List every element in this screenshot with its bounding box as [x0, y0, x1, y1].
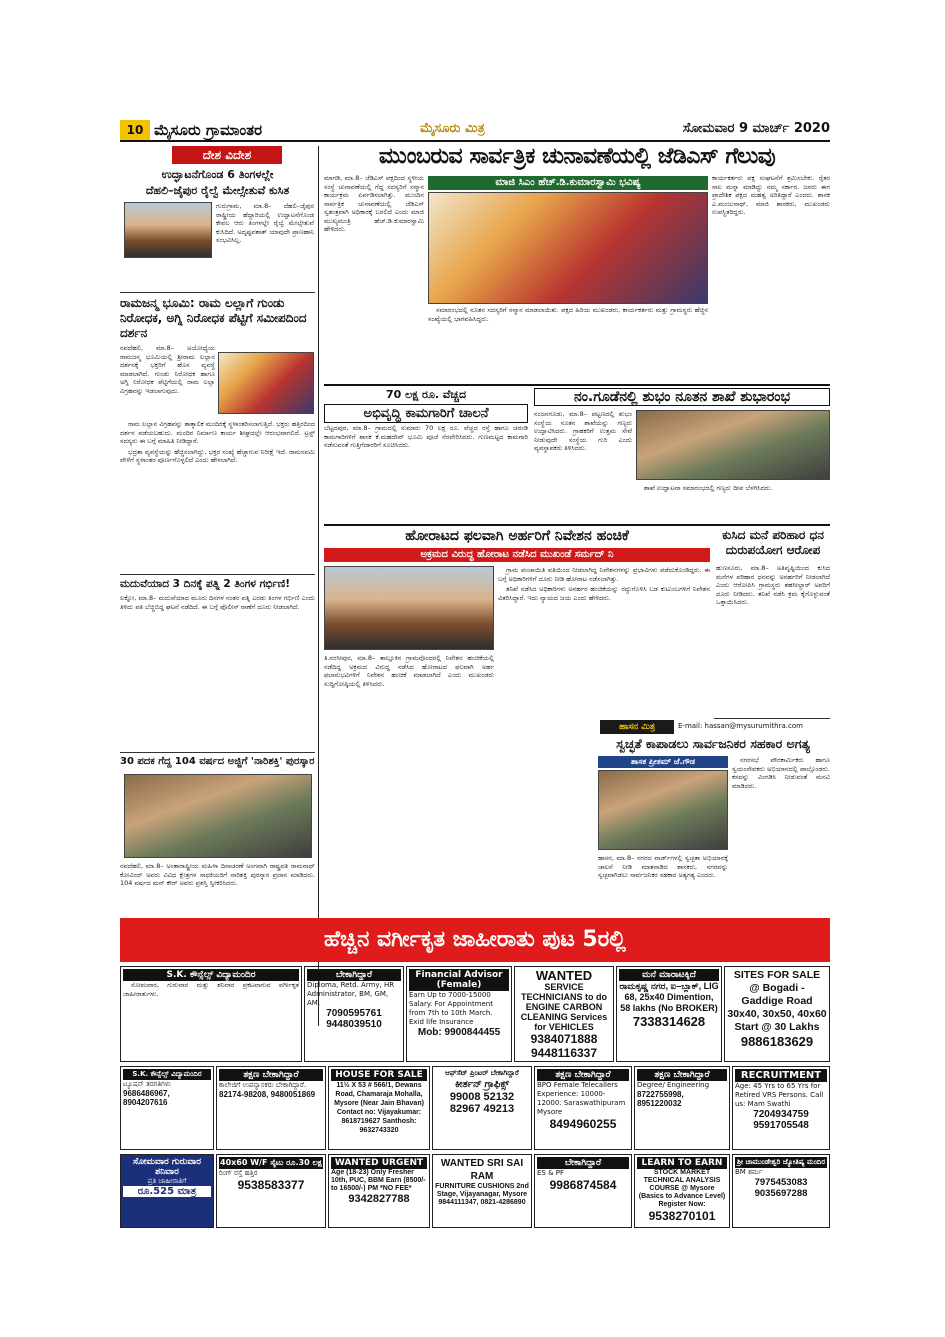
classified-ad [328, 1066, 430, 1150]
classified-ad [534, 1066, 632, 1150]
classified-ad [328, 1154, 430, 1228]
hassan-email: E-mail: hassan@mysurumithra.com [678, 722, 803, 730]
story-headline: ಅಭಿವೃದ್ಧಿ ಕಾಮಗಾರಿಗೆ ಚಾಲನೆ [324, 404, 528, 423]
classified-ad [216, 1154, 326, 1228]
lead-body-right: ಕಾರ್ಯಕರ್ತರು ಪಕ್ಷ ಸಂಘಟನೆಗೆ ಶ್ರಮಿಸಬೇಕು. ರೈತರ ಸಾಲ ಮನ್ನಾ ಮಾಡಿದ್ದು ನಮ್ಮ ಸರ್ಕಾರ. ಜನರು ಈಗ ಪ್ರಾದೇಶಿಕ ಪಕ್ಷದ ಮಹತ್ವ ಅರಿತಿದ್ದಾರೆ ಎಂದರು. ಶಾಸಕ ಎ.ಮಂಜುನಾಥ್, ಮಾಜಿ ಶಾಸಕರು, ಮುಖಂಡರು ಉಪಸ್ಥಿತರಿದ್ದರು. [712, 174, 830, 216]
classified-ad [120, 966, 302, 1062]
classified-ad [432, 1154, 532, 1228]
column-rule [318, 146, 319, 1026]
left-column [120, 146, 315, 906]
ad-phone: 9986874584 [549, 1178, 617, 1192]
ad-phone: 9686486967, 8904207616 [123, 1089, 170, 1107]
ad-body: Degree/ Engineering [637, 1081, 710, 1089]
ad-body: ಪ್ರತಿ ಜಾಹೀರಾತಿಗೆ [147, 1177, 187, 1185]
ad-phone: 9844111347, 0821-4286890 [438, 1199, 526, 1206]
classified-ad [514, 966, 614, 1062]
ad-phone: 7338314628 [632, 1014, 706, 1029]
ad-caption: 40x60 W/F ಸೈಟು ರೂ.30 ಲಕ್ಷ [220, 1158, 322, 1167]
ad-phone: 9538583377 [237, 1178, 305, 1192]
story-headline: 30 ಪದಕ ಗೆದ್ದ 104 ವರ್ಷದ ಅಜ್ಜಿಗೆ 'ನಾರಿಶಕ್ತಿ' ಪುರಸ್ಕಾರ [120, 756, 315, 767]
ad-body: ರಾಮಕೃಷ್ಣ ನಗರ, ಐ–ಬ್ಲಾಕ್, LIG 68, 25x40 Dimention, 58 lakhs (No BROKER) [619, 981, 719, 1013]
ad-caption: ತಕ್ಷಣ ಬೇಕಾಗಿದ್ದಾರೆ [219, 1069, 323, 1081]
ad-phone: 7975453083 9035697288 [754, 1177, 808, 1199]
story-headline: ರಾಮಜನ್ಮ ಭೂಮಿ: ರಾಮ ಲಲ್ಲಾಗೆ ಗುಂಡು ನಿರೋಧಕ, ಅಗ್ನಿ ನಿರೋಧಕ ಪೆಟ್ಟಿಗೆ ಸಮೀಪದಿಂದ ದರ್ಶನ [120, 296, 307, 340]
classified-ad [634, 1066, 730, 1150]
lead-headline: ಮುಂಬರುವ ಸಾರ್ವತ್ರಿಕ ಚುನಾವಣೆಯಲ್ಲಿ ಜೆಡಿಎಸ್ ಗೆಲುವು [378, 144, 776, 169]
story-headline: ಕುಸಿದ ಮನೆ ಪರಿಹಾರ ಧನ ದುರುಪಯೋಗ ಆರೋಪ [722, 528, 824, 557]
ad-body: @ Bogadi - Gaddige Road 30x40, 30x50, 40x60 Start @ 30 Lakhs [727, 982, 827, 1033]
masthead-logo: ಮೈಸೂರು ಮಿತ್ರ [420, 121, 485, 136]
ad-body: ಟ್ಯೂಷನ್ ತರಗತಿಗಳು [123, 1080, 171, 1088]
ad-body: Earn Up to 7000-15000 Salary. For Appointment from 7th to 10th March. Exid life Insurance [409, 991, 493, 1026]
ad-phone: 9538270101 [648, 1209, 716, 1223]
ad-body: BM ಶರ್ಮ [735, 1168, 763, 1176]
ad-caption: Financial Advisor (Female) [409, 969, 509, 991]
classified-ad [732, 1154, 830, 1228]
ad-caption: ಸೋಮವಾರ ಗುರುವಾರ ಶನಿವಾರ [133, 1157, 201, 1177]
award-ceremony-photo [124, 774, 312, 858]
ad-caption: ತಕ್ಷಣ ಬೇಕಾಗಿದ್ದಾರೆ [537, 1069, 629, 1081]
ad-phone: 9886183629 [740, 1034, 814, 1049]
ads-row-3 [120, 1154, 830, 1228]
divider [120, 292, 315, 293]
story-body-continued: ನಗರಸಭೆ ಪೌರಕಾರ್ಮಿಕರು ಹಾಗೂ ಸ್ವಯಂಸೇವಕರು ಅಭಿಯಾನದಲ್ಲಿ ಪಾಲ್ಗೊಂಡರು. ಕಸವನ್ನು ವಿಂಗಡಿಸಿ ನೀಡುವಂತೆ ಮನವಿ ಮಾಡಿದರು. [732, 756, 830, 790]
story-body: ಲಕ್ನೋ, ಮಾ.8– ಮದುವೆಯಾದ ಮೂರು ದಿನಗಳ ನಂತರ ಪತ್ನಿ ಎರಡು ತಿಂಗಳ ಗರ್ಭಿಣಿ ಎಂದು ತಿಳಿದು ಪತಿ ಬೆಚ್ಚಿಬಿದ್ದ ಘಟನೆ ನಡೆದಿದೆ. ಈ ಬಗ್ಗೆ ಪೊಲೀಸ್ ಠಾಣೆಗೆ ದೂರು ನೀಡಲಾಗಿದೆ. [120, 594, 315, 611]
ad-caption: ತಕ್ಷಣ ಬೇಕಾಗಿದ್ದಾರೆ [637, 1069, 727, 1081]
ad-body: STOCK MARKET TECHNICAL ANALYSIS COURSE @ Mysore (Basics to Advance Level) Register Now: [638, 1169, 726, 1208]
ad-phone: 7090595761 9448039510 [326, 1008, 382, 1030]
ad-phone: 99008 52132 82967 49213 [449, 1091, 515, 1115]
ad-caption: ಕೀರ್ತನ್ ಗ್ರಾಫಿಕ್ಸ್ [454, 1079, 510, 1090]
divider [120, 574, 315, 575]
ad-phone: 9342827788 [348, 1193, 410, 1205]
ad-caption: ಮನೆ ಮಾರಾಟಕ್ಕಿದೆ [619, 969, 719, 981]
story-body-continued: ರಾಮ ಲಲ್ಲಾನ ವಿಗ್ರಹವನ್ನು ತಾತ್ಕಾಲಿಕ ಮಂದಿರಕ್ಕೆ ಸ್ಥಳಾಂತರಿಸಲಾಗುತ್ತಿದೆ. ಭಕ್ತರು ಹತ್ತಿರದಿಂದ ದರ್ಶನ ಪಡೆಯಬಹುದು. ಮಂದಿರ ನಿರ್ಮಾಣ ಕಾರ್ಯ ಶೀಘ್ರದಲ್ಲೇ ಆರಂಭವಾಗಲಿದೆ. ಟ್ರಸ್ಟ್ ಸದಸ್ಯರು ಈ ಬಗ್ಗೆ ಮಾಹಿತಿ ನೀಡಿದ್ದಾರೆ. ಭದ್ರತಾ ವ್ಯವಸ್ಥೆಯನ್ನು ಹೆಚ್ಚಿಸಲಾಗಿದ್ದು, ಭಕ್ತರ ಸಂಖ್ಯೆ ಹೆಚ್ಚಾಗುವ ನಿರೀಕ್ಷೆ ಇದೆ. ರಾಮನವಮಿ ವೇಳೆಗೆ ಸ್ಥಳಾಂತರ ಪೂರ್ಣಗೊಳ್ಳಲಿದೆ ಎಂದು ಹೇಳಲಾಗಿದೆ. [120, 420, 315, 464]
press-meet-photo [324, 566, 494, 650]
story-kicker: ಉದ್ಘಾಟನೆಗೊಂಡ 6 ತಿಂಗಳಲ್ಲೇ [161, 168, 274, 181]
ad-caption: ಶ್ರೀ ಚಾಮುಂಡೇಶ್ವರಿ ಜ್ಯೋತಿಷ್ಯ ಮಂದಿರ [736, 1158, 826, 1166]
ad-body: Diploma, Retd. Army, HR Administrator, BM, GM, AM. [307, 981, 395, 1007]
classified-ad [634, 1154, 730, 1228]
ad-price: ರೂ.525 ಮಾತ್ರ [123, 1186, 211, 1197]
ad-body: ಆಫ್‌ಸೆಟ್ ಪ್ರಿಂಟರ್ ಬೇಕಾಗಿದ್ದಾರೆ [445, 1069, 519, 1077]
story-body: ಗುರುಗ್ರಾಮ, ಮಾ.8– ದೆಹಲಿ–ಜೈಪುರ ರಾಷ್ಟ್ರೀಯ ಹೆದ್ದಾರಿಯಲ್ಲಿ ಉದ್ಘಾಟನೆಗೊಂಡ ಕೇವಲ ಆರು ತಿಂಗಳಲ್ಲೇ ರೈಲ್ವೆ ಮೇಲ್ಸೇತುವೆ ಕುಸಿದಿದೆ. ಅದೃಷ್ಟವಶಾತ್ ಯಾವುದೇ ಪ್ರಾಣಹಾನಿ ಸಂಭವಿಸಿಲ್ಲ. [216, 202, 314, 244]
ad-caption: ಬೇಕಾಗಿದ್ದಾರೆ [537, 1157, 629, 1169]
ad-phone: 7204934759 9591705548 [753, 1109, 809, 1131]
classified-ad [120, 1154, 214, 1228]
section-tag: ದೇಶ ವಿದೇಶ [172, 146, 282, 164]
classified-ad [120, 1066, 214, 1150]
newspaper-page [120, 118, 830, 1228]
ad-body: Age (18-23) Only Fresher 10th, PUC, BBM Earn (8500/- to 16500/-) PM *NO FEE* [331, 1169, 426, 1192]
ad-caption: LEARN TO EARN [637, 1157, 727, 1169]
classified-ad [534, 1154, 632, 1228]
story-body: ತಿ.ನರಸೀಪುರ, ಮಾ.8– ತಾಲ್ಲೂಕಿನ ಗ್ರಾಮವೊಂದರಲ್ಲಿ ನಿವೇಶನ ಹಂಚಿಕೆಯಲ್ಲಿ ನಡೆದಿದ್ದ ಅಕ್ರಮದ ವಿರುದ್ಧ ನಡೆಸಿದ ಹೋರಾಟದ ಫಲವಾಗಿ ಅರ್ಹ ಫಲಾನುಭವಿಗಳಿಗೆ ನಿವೇಶನ ಹಂಚಿಕೆ ಮಾಡಲಾಗಿದೆ ಎಂದು ಮುಖಂಡರು ಸುದ್ದಿಗೋಷ್ಠಿಯಲ್ಲಿ ತಿಳಿಸಿದರು. [324, 654, 494, 688]
divider [324, 524, 830, 526]
felicitation-photo [428, 192, 708, 304]
classified-ad [406, 966, 512, 1062]
divider [120, 752, 315, 753]
ad-phone: 82174-98208, 9480051869 [219, 1090, 316, 1099]
story-headline: ನಂ.ಗೂಡೆನಲ್ಲಿ ಶುಭಂ ನೂತನ ಶಾಖೆ ಶುಭಾರಂಭ [534, 388, 830, 406]
cleanliness-drive-photo [598, 770, 728, 850]
ad-caption: S.K. ಕೌನ್ಸೆಲ್ಸ್ ವಿದ್ಯಾಮಂದಿರ [123, 1069, 211, 1080]
story-subhead: ಅಕ್ರಮದ ವಿರುದ್ಧ ಹೋರಾಟ ನಡೆಸಿದ ಮುಖಂಡೆ ಸರ್ಮದ್ ನಿ [324, 548, 710, 562]
ad-phone: 8494960255 [549, 1117, 617, 1131]
classified-ad [732, 1066, 830, 1150]
ad-body: ಸೋಮವಾರ, ಗುರುವಾರ ಮತ್ತು ಶನಿವಾರ ಪ್ರಕಟವಾಗುವ ವರ್ಗೀಕೃತ ಜಾಹೀರಾತುಗಳು. [123, 981, 299, 998]
ad-body: SERVICE TECHNICIANS to do ENGINE CARBON CLEANING Services for VEHICLES [520, 982, 608, 1032]
bridge-photo [124, 202, 212, 258]
lead-body-center: ಸಮಾರಂಭದಲ್ಲಿ ನೂತನ ಸದಸ್ಯರಿಗೆ ಸನ್ಮಾನ ಮಾಡಲಾಯಿತು. ಪಕ್ಷದ ಹಿರಿಯ ಮುಖಂಡರು, ಕಾರ್ಯಕರ್ತರು ಮತ್ತು ಗ್ರಾಮಸ್ಥರು ಹೆಚ್ಚಿನ ಸಂಖ್ಯೆಯಲ್ಲಿ ಭಾಗವಹಿಸಿದ್ದರು. [428, 306, 708, 323]
story-headline: ಹೋರಾಟದ ಫಲವಾಗಿ ಅರ್ಹರಿಗೆ ನಿವೇಶನ ಹಂಚಿಕೆ [405, 528, 629, 544]
story-headline: ದೆಹಲಿ–ಜೈಪುರ ರೈಲ್ವೆ ಮೇಲ್ಸೇತುವೆ ಕುಸಿತ [145, 184, 290, 197]
temple-model-photo [218, 352, 314, 414]
page-number-badge [120, 120, 150, 140]
story-body: ಹಾಸನ, ಮಾ.8– ನಗರದ ವಾರ್ಡ್‌ಗಳಲ್ಲಿ ಸ್ವಚ್ಛತಾ ಅಭಿಯಾನಕ್ಕೆ ಚಾಲನೆ ನೀಡಿ ಮಾತನಾಡಿದ ಶಾಸಕರು, ನಗರವನ್ನು ಸ್ವಚ್ಛವಾಗಿಡಲು ಸಾರ್ವಜನಿಕರ ಸಹಕಾರ ಅತ್ಯಗತ್ಯ ಎಂದರು. [598, 854, 728, 879]
lead-body-left: ಮಾಗಡಿ, ಮಾ.8– ಜೆಡಿಎಸ್ ಪಕ್ಷದಿಂದ ಸ್ಥಳೀಯ ಸಂಸ್ಥೆ ಚುನಾವಣೆಯಲ್ಲಿ ಗೆದ್ದ ಸದಸ್ಯರಿಗೆ ಸನ್ಮಾನ ಕಾರ್ಯಕ್ರಮ ಏರ್ಪಡಿಸಲಾಗಿತ್ತು. ಮುಂದಿನ ಸಾರ್ವತ್ರಿಕ ಚುನಾವಣೆಯಲ್ಲಿ ಜೆಡಿಎಸ್ ಸ್ವತಂತ್ರವಾಗಿ ಅಧಿಕಾರಕ್ಕೆ ಬರಲಿದೆ ಎಂದು ಮಾಜಿ ಮುಖ್ಯಮಂತ್ರಿ ಹೆಚ್.ಡಿ.ಕುಮಾರಸ್ವಾಮಿ ಹೇಳಿದರು. [324, 174, 424, 233]
classified-ad [216, 1066, 326, 1150]
ad-body: Age: 45 Yrs to 65 Yrs for Retired VRS Persons. Call us: Mam Swathi [735, 1082, 824, 1108]
lead-subhead: ಮಾಜಿ ಸಿಎಂ ಹೆಚ್.ಡಿ.ಕುಮಾರಸ್ವಾಮಿ ಭವಿಷ್ಯ [428, 176, 708, 190]
story-headline: ಸ್ವಚ್ಛತೆ ಕಾಪಾಡಲು ಸಾರ್ವಜನಿಕರ ಸಹಕಾರ ಅಗತ್ಯ [616, 736, 810, 751]
ad-body: ಕಾಲೇಜಿಗೆ ಉಪನ್ಯಾಸಕರು ಬೇಕಾಗಿದ್ದಾರೆ. [219, 1081, 307, 1089]
issue-date: ಸೋಮವಾರ 9 ಮಾರ್ಚ್ 2020 [682, 121, 830, 136]
photo-caption: ಶಾಸಕ ಪ್ರೀತಮ್ ಜೆ.ಗೌಡ [598, 756, 728, 768]
ad-caption: RECRUITMENT [735, 1069, 827, 1082]
inauguration-photo [636, 410, 830, 480]
story-body: ನವದೆಹಲಿ, ಮಾ.8– ಅಂತಾರಾಷ್ಟ್ರೀಯ ಮಹಿಳಾ ದಿನಾಚರಣೆ ಅಂಗವಾಗಿ ರಾಷ್ಟ್ರಪತಿ ರಾಮನಾಥ್ ಕೋವಿಂದ್ ಅವರು ವಿವಿಧ ಕ್ಷೇತ್ರಗಳ ಸಾಧಕಿಯರಿಗೆ ನಾರಿಶಕ್ತಿ ಪುರಸ್ಕಾರ ಪ್ರದಾನ ಮಾಡಿದರು. 104 ವರ್ಷದ ಮನ್ ಕೌರ್ ಅವರು ಪ್ರಶಸ್ತಿ ಸ್ವೀಕರಿಸಿದರು. [120, 862, 315, 887]
ad-phone: 8722755998, 8951220032 [637, 1090, 684, 1108]
ad-body: FURNITURE CUSHIONS 2nd Stage, Vijayanagar, Mysore [435, 1183, 529, 1198]
classified-banner: ಹೆಚ್ಚಿನ ವರ್ಗೀಕೃತ ಜಾಹೀರಾತು ಪುಟ 5ರಲ್ಲಿ [120, 918, 830, 962]
ad-body: ES & PF [537, 1169, 565, 1177]
ad-body: 11½ X 53 # 566/1, Dewans Road, Chamaraja Mohalla, Mysore (Near Jain Bhavan) Contact no: Vijayakumar: 8618719627 Santhosh: 9632743320 [334, 1082, 424, 1134]
hassan-brand: ಹಾಸನ ಮಿತ್ರ [600, 720, 674, 734]
ads-row-2 [120, 1066, 830, 1150]
ad-caption: WANTED SRI SAI RAM [440, 1158, 524, 1182]
divider [714, 718, 830, 719]
classified-ad [724, 966, 830, 1062]
ad-caption: WANTED URGENT [331, 1157, 427, 1169]
classified-ad [304, 966, 404, 1062]
section-title: ಮೈಸೂರು ಗ್ರಾಮಾಂತರ [154, 121, 263, 139]
classified-ad [616, 966, 722, 1062]
ad-phone: Mob: 9900844455 [417, 1027, 501, 1038]
story-body: ನವದೆಹಲಿ, ಮಾ.8– ಅಯೋಧ್ಯೆಯ ರಾಮಜನ್ಮ ಭೂಮಿಯಲ್ಲಿ ಶ್ರೀರಾಮ ಲಲ್ಲಾನ ದರ್ಶನಕ್ಕೆ ಭಕ್ತರಿಗೆ ಹೊಸ ವ್ಯವಸ್ಥೆ ಮಾಡಲಾಗಿದೆ. ಗುಂಡು ನಿರೋಧಕ ಹಾಗೂ ಅಗ್ನಿ ನಿರೋಧಕ ಪೆಟ್ಟಿಗೆಯಲ್ಲಿ ರಾಮ ಲಲ್ಲಾ ವಿಗ್ರಹವನ್ನು ಇಡಲಾಗುವುದು. [120, 344, 215, 395]
ad-phone: 9384071888 9448116337 [530, 1032, 598, 1060]
ad-caption: SITES FOR SALE [733, 969, 821, 981]
story-body: ಬೆಟ್ಟದಪುರ, ಮಾ.8– ಗ್ರಾಮದಲ್ಲಿ ಸುಮಾರು 70 ಲಕ್ಷ ರೂ. ವೆಚ್ಚದ ರಸ್ತೆ ಹಾಗೂ ಚರಂಡಿ ಕಾಮಗಾರಿಗಳಿಗೆ ಶಾಸಕ ಕೆ.ಮಹದೇವ್ ಭೂಮಿ ಪೂಜೆ ನೆರವೇರಿಸಿದರು. ಗುಣಮಟ್ಟದ ಕಾಮಗಾರಿ ನಡೆಸುವಂತೆ ಗುತ್ತಿಗೆದಾರರಿಗೆ ಸೂಚಿಸಿದರು. [324, 424, 528, 449]
page-number: 10 [126, 123, 144, 137]
ad-body: BPO Female Telecallers Experience: 10000-12000. Saraswathipuram Mysore [537, 1081, 626, 1116]
story-kicker: 70 ಲಕ್ಷ ರೂ. ವೆಚ್ಚದ [385, 388, 467, 401]
ad-caption: ಬೇಕಾಗಿದ್ದಾರೆ [307, 969, 401, 981]
photo-caption: ಶಾಖೆ ಉದ್ಘಾಟನಾ ಸಮಾರಂಭದಲ್ಲಿ ಗಣ್ಯರು ದೀಪ ಬೆಳಗಿಸಿದರು. [644, 484, 773, 492]
classified-ad [432, 1066, 532, 1150]
ad-caption: HOUSE FOR SALE [331, 1069, 427, 1081]
story-body: ಹುಣಸೂರು, ಮಾ.8– ಅತಿವೃಷ್ಟಿಯಿಂದ ಕುಸಿದ ಮನೆಗಳ ಪರಿಹಾರ ಧನವನ್ನು ಅನರ್ಹರಿಗೆ ನೀಡಲಾಗಿದೆ ಎಂದು ಆರೋಪಿಸಿ ಗ್ರಾಮಸ್ಥರು ತಹಸೀಲ್ದಾರ್ ಅವರಿಗೆ ದೂರು ನೀಡಿದರು. ತನಿಖೆ ನಡೆಸಿ ಕ್ರಮ ಕೈಗೊಳ್ಳುವಂತೆ ಒತ್ತಾಯಿಸಿದರು. [716, 564, 830, 606]
divider [324, 384, 830, 386]
ad-caption: WANTED [535, 968, 593, 983]
story-body: ನಂಜನಗೂಡು, ಮಾ.8– ಪಟ್ಟಣದಲ್ಲಿ ಶುಭಂ ಸಂಸ್ಥೆಯ ನೂತನ ಶಾಖೆಯನ್ನು ಗಣ್ಯರು ಉದ್ಘಾಟಿಸಿದರು. ಗ್ರಾಹಕರಿಗೆ ಉತ್ತಮ ಸೇವೆ ನೀಡುವುದೇ ಸಂಸ್ಥೆಯ ಗುರಿ ಎಂದು ವ್ಯವಸ್ಥಾಪಕರು ತಿಳಿಸಿದರು. [534, 410, 632, 452]
ad-caption: S.K. ಕೌನ್ಸೆಲ್ಸ್ ವಿದ್ಯಾಮಂದಿರ [123, 969, 299, 981]
story-body-continued: ಗ್ರಾಮ ಪಂಚಾಯಿತಿ ವತಿಯಿಂದ ನೀಡಲಾಗಿದ್ದ ನಿವೇಶನಗಳನ್ನು ಪ್ರಭಾವಿಗಳು ಪಡೆದುಕೊಂಡಿದ್ದರು. ಈ ಬಗ್ಗೆ ಅಧಿಕಾರಿಗಳಿಗೆ ದೂರು ನೀಡಿ ಹೋರಾಟ ನಡೆಸಲಾಗಿತ್ತು. ತನಿಖೆ ನಡೆಸಿದ ಅಧಿಕಾರಿಗಳು ಅನರ್ಹರ ಹಂಚಿಕೆಯನ್ನು ರದ್ದುಗೊಳಿಸಿ ಬಡ ಕುಟುಂಬಗಳಿಗೆ ನಿವೇಶನ ವಿತರಿಸಿದ್ದಾರೆ. ಇದು ನ್ಯಾಯದ ಜಯ ಎಂದು ಹೇಳಿದರು. [498, 566, 710, 602]
ad-body: ರಿಂಗ್ ರಸ್ತೆ ಹತ್ತಿರ [219, 1169, 258, 1177]
story-headline: ಮದುವೆಯಾದ 3 ದಿನಕ್ಕೆ ಪತ್ನಿ 2 ತಿಂಗಳ ಗರ್ಭಿಣಿ! [120, 578, 291, 590]
